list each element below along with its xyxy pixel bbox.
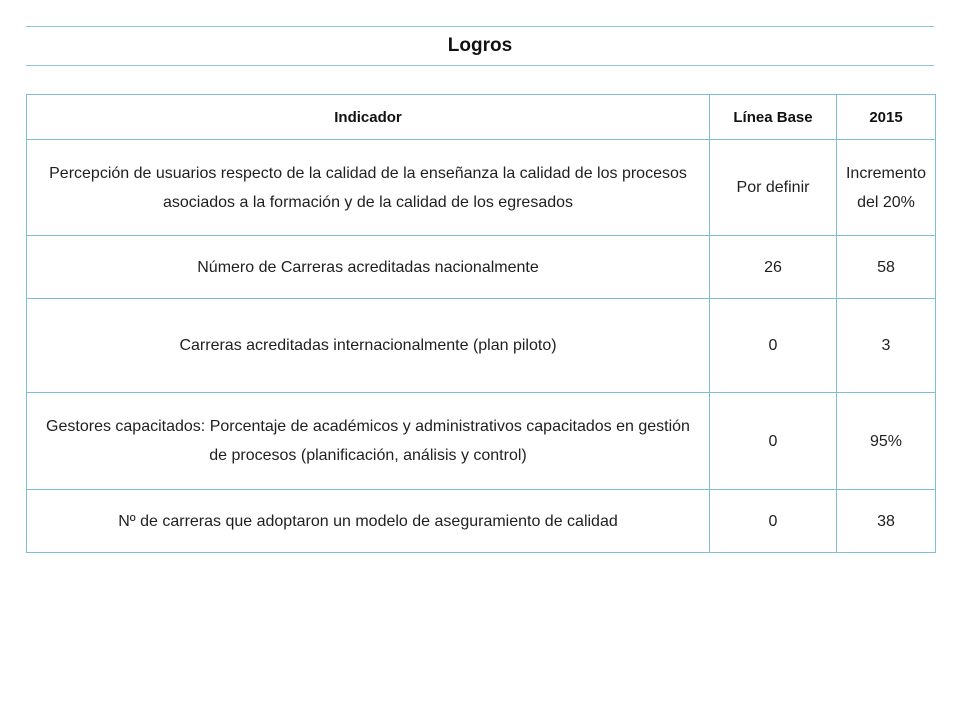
cell-baseline: 26 xyxy=(710,236,837,299)
cell-target: 38 xyxy=(837,490,936,553)
header-baseline: Línea Base xyxy=(710,95,837,140)
header-indicator: Indicador xyxy=(27,95,710,140)
table-row xyxy=(27,140,936,236)
table-row xyxy=(27,236,936,299)
cell-indicator: Carreras acreditadas internacionalmente (plan piloto) xyxy=(27,299,710,393)
cell-baseline: 0 xyxy=(710,393,837,490)
cell-indicator: Nº de carreras que adoptaron un modelo de aseguramiento de calidad xyxy=(27,490,710,553)
cell-indicator: Número de Carreras acreditadas nacionalmente xyxy=(27,236,710,299)
page-title: Logros xyxy=(447,35,513,56)
cell-target: 3 xyxy=(837,299,936,393)
cell-baseline: 0 xyxy=(710,299,837,393)
table-header-row xyxy=(27,95,936,140)
cell-baseline: 0 xyxy=(710,490,837,553)
table-row xyxy=(27,490,936,553)
title-band xyxy=(26,26,934,66)
table-row xyxy=(27,393,936,490)
cell-indicator: Percepción de usuarios respecto de la calidad de la enseñanza la calidad de los procesos asociados a la formación y de la calidad de los egresados xyxy=(27,140,710,236)
cell-baseline: Por definir xyxy=(710,140,837,236)
cell-target: Incremento del 20% xyxy=(837,140,936,236)
cell-indicator: Gestores capacitados: Porcentaje de académicos y administrativos capacitados en gestión de procesos (planificación, análisis y control) xyxy=(27,393,710,490)
cell-target: 95% xyxy=(837,393,936,490)
indicators-table xyxy=(26,94,936,553)
header-2015: 2015 xyxy=(837,95,936,140)
cell-target: 58 xyxy=(837,236,936,299)
table-row xyxy=(27,299,936,393)
